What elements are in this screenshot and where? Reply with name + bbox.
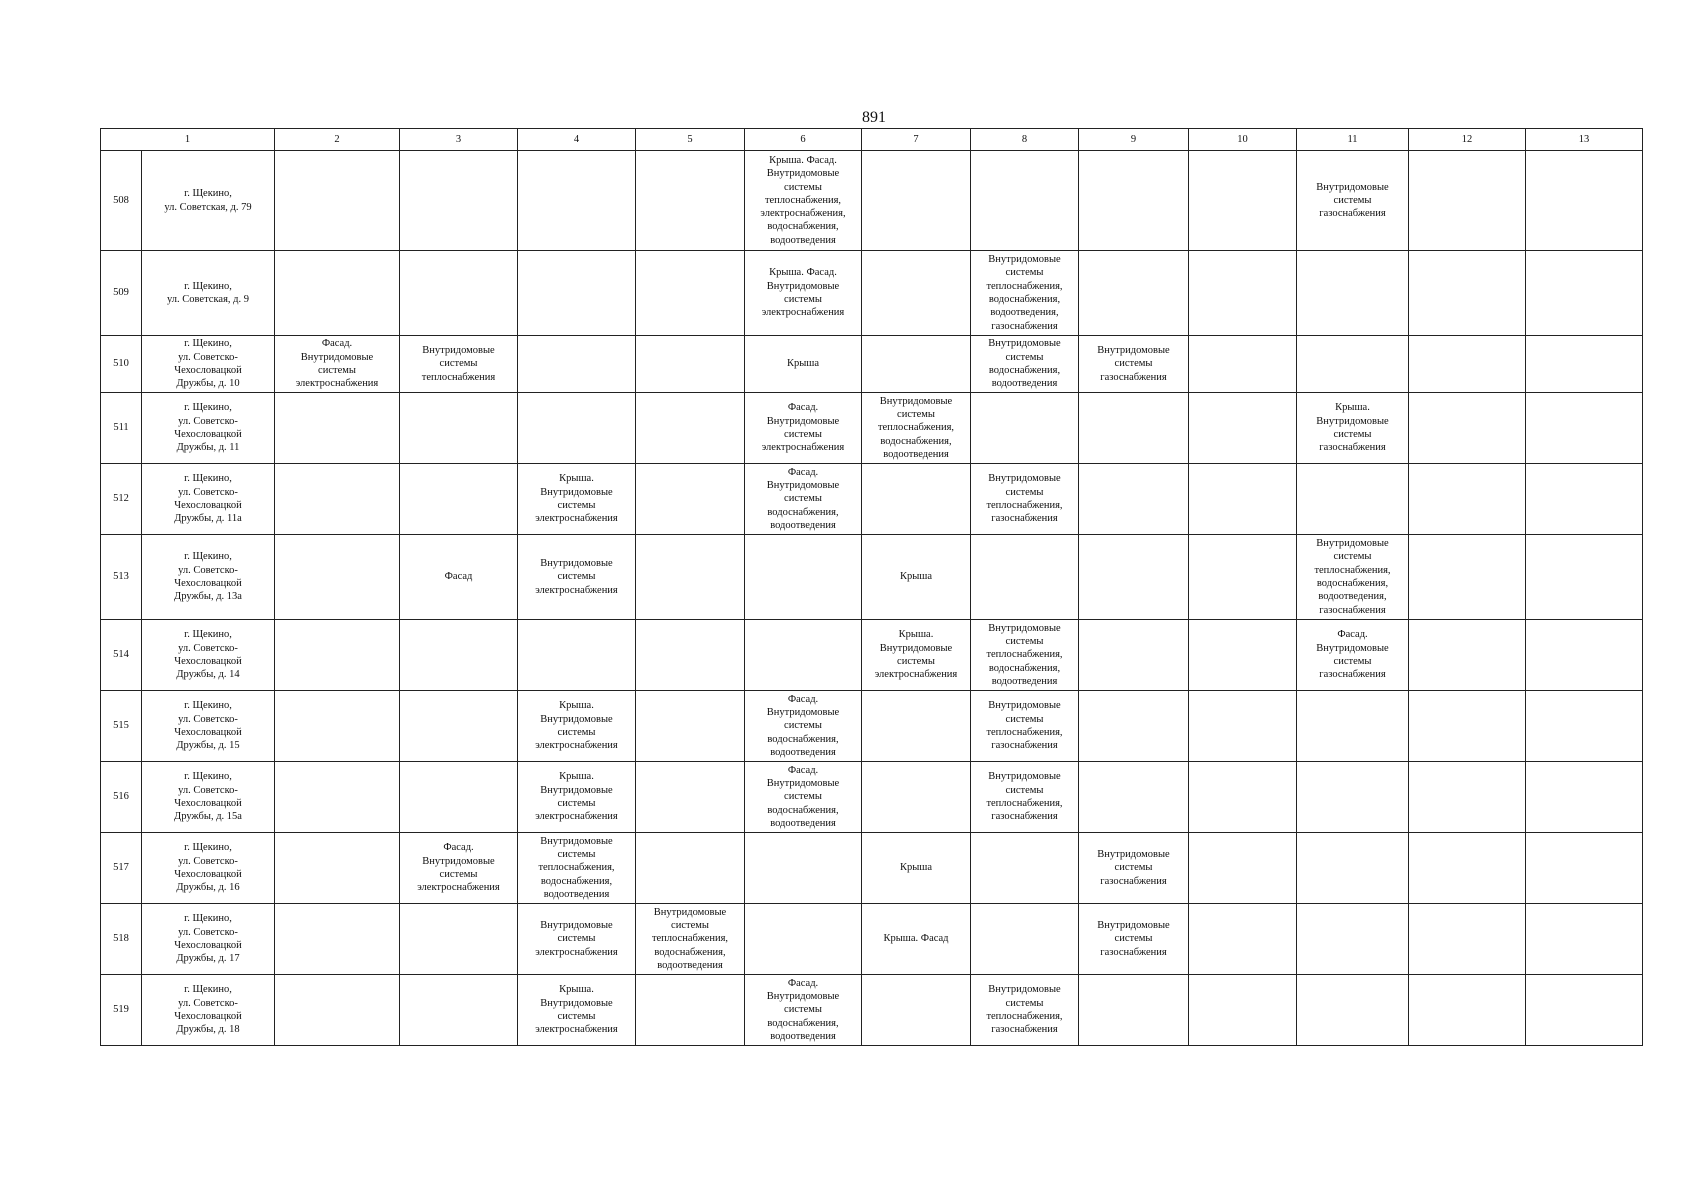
- work-cell-col-12: [1409, 535, 1526, 620]
- row-number-cell: 516: [101, 762, 142, 833]
- table-row: [101, 251, 1643, 336]
- work-cell-col-8: Внутридомовые системы теплоснабжения, газоснабжения: [971, 464, 1079, 535]
- work-cell-col-7: Внутридомовые системы теплоснабжения, водоснабжения, водоотведения: [862, 393, 971, 464]
- work-cell-col-2: [275, 393, 400, 464]
- work-cell-col-10: [1189, 393, 1297, 464]
- work-cell-col-2: [275, 464, 400, 535]
- address-cell: г. Щекино, ул. Советская, д. 9: [142, 251, 275, 336]
- work-cell-col-7: Крыша. Внутридомовые системы электроснабжения: [862, 620, 971, 691]
- work-cell-col-5: Внутридомовые системы теплоснабжения, водоснабжения, водоотведения: [636, 904, 745, 975]
- work-cell-col-13: [1526, 151, 1643, 251]
- work-cell-col-5: [636, 464, 745, 535]
- column-header: 12: [1409, 129, 1526, 151]
- work-cell-col-4: Крыша. Внутридомовые системы электроснабжения: [518, 975, 636, 1046]
- work-cell-col-5: [636, 691, 745, 762]
- work-cell-col-8: [971, 535, 1079, 620]
- work-cell-col-7: Крыша: [862, 833, 971, 904]
- work-cell-col-11: [1297, 691, 1409, 762]
- table-row: [101, 904, 1643, 975]
- work-cell-col-13: [1526, 904, 1643, 975]
- work-cell-col-4: [518, 151, 636, 251]
- row-number-cell: 508: [101, 151, 142, 251]
- work-cell-col-3: [400, 904, 518, 975]
- work-cell-col-9: [1079, 393, 1189, 464]
- work-cell-col-5: [636, 393, 745, 464]
- work-cell-col-3: [400, 691, 518, 762]
- column-header: 6: [745, 129, 862, 151]
- work-cell-col-11: Крыша. Внутридомовые системы газоснабжения: [1297, 393, 1409, 464]
- work-cell-col-4: Крыша. Внутридомовые системы электроснабжения: [518, 762, 636, 833]
- work-cell-col-9: [1079, 620, 1189, 691]
- address-cell: г. Щекино, ул. Советско- Чехословацкой Дружбы, д. 11а: [142, 464, 275, 535]
- work-cell-col-7: [862, 975, 971, 1046]
- address-cell: г. Щекино, ул. Советско- Чехословацкой Дружбы, д. 16: [142, 833, 275, 904]
- work-cell-col-5: [636, 762, 745, 833]
- work-cell-col-13: [1526, 833, 1643, 904]
- work-cell-col-5: [636, 620, 745, 691]
- table-row: [101, 151, 1643, 251]
- work-cell-col-11: [1297, 464, 1409, 535]
- work-cell-col-9: [1079, 762, 1189, 833]
- work-cell-col-10: [1189, 620, 1297, 691]
- work-cell-col-13: [1526, 535, 1643, 620]
- column-number-header-row: [101, 129, 1643, 151]
- table-row: [101, 535, 1643, 620]
- work-cell-col-11: [1297, 833, 1409, 904]
- work-cell-col-2: [275, 904, 400, 975]
- work-cell-col-7: Крыша. Фасад: [862, 904, 971, 975]
- work-cell-col-4: Крыша. Внутридомовые системы электроснабжения: [518, 691, 636, 762]
- repair-schedule-table: [100, 128, 1643, 1046]
- work-cell-col-3: Внутридомовые системы теплоснабжения: [400, 336, 518, 393]
- address-cell: г. Щекино, ул. Советско- Чехословацкой Дружбы, д. 11: [142, 393, 275, 464]
- work-cell-col-7: Крыша: [862, 535, 971, 620]
- address-cell: г. Щекино, ул. Советско- Чехословацкой Дружбы, д. 10: [142, 336, 275, 393]
- work-cell-col-8: Внутридомовые системы теплоснабжения, газоснабжения: [971, 762, 1079, 833]
- work-cell-col-2: [275, 620, 400, 691]
- work-cell-col-10: [1189, 691, 1297, 762]
- work-cell-col-10: [1189, 535, 1297, 620]
- work-cell-col-4: Внутридомовые системы теплоснабжения, водоснабжения, водоотведения: [518, 833, 636, 904]
- row-number-cell: 513: [101, 535, 142, 620]
- row-number-cell: 511: [101, 393, 142, 464]
- work-cell-col-7: [862, 336, 971, 393]
- work-cell-col-5: [636, 975, 745, 1046]
- work-cell-col-8: [971, 393, 1079, 464]
- column-header: 10: [1189, 129, 1297, 151]
- work-cell-col-7: [862, 464, 971, 535]
- work-cell-col-12: [1409, 691, 1526, 762]
- work-cell-col-13: [1526, 691, 1643, 762]
- work-cell-col-8: Внутридомовые системы теплоснабжения, газоснабжения: [971, 691, 1079, 762]
- work-cell-col-6: [745, 535, 862, 620]
- table-row: [101, 393, 1643, 464]
- work-cell-col-7: [862, 251, 971, 336]
- table-row: [101, 336, 1643, 393]
- table-body: [101, 151, 1643, 1046]
- work-cell-col-6: Фасад. Внутридомовые системы электроснабжения: [745, 393, 862, 464]
- work-cell-col-6: [745, 833, 862, 904]
- work-cell-col-12: [1409, 464, 1526, 535]
- column-header: 11: [1297, 129, 1409, 151]
- work-cell-col-9: [1079, 151, 1189, 251]
- work-cell-col-2: [275, 762, 400, 833]
- work-cell-col-10: [1189, 975, 1297, 1046]
- column-header: 13: [1526, 129, 1643, 151]
- work-cell-col-9: [1079, 251, 1189, 336]
- work-cell-col-12: [1409, 762, 1526, 833]
- work-cell-col-9: Внутридомовые системы газоснабжения: [1079, 904, 1189, 975]
- column-header: 7: [862, 129, 971, 151]
- work-cell-col-13: [1526, 620, 1643, 691]
- work-cell-col-10: [1189, 464, 1297, 535]
- work-cell-col-12: [1409, 620, 1526, 691]
- work-cell-col-5: [636, 336, 745, 393]
- work-cell-col-2: Фасад. Внутридомовые системы электроснабжения: [275, 336, 400, 393]
- work-cell-col-3: [400, 151, 518, 251]
- work-cell-col-10: [1189, 833, 1297, 904]
- work-cell-col-5: [636, 151, 745, 251]
- work-cell-col-9: [1079, 535, 1189, 620]
- work-cell-col-4: Внутридомовые системы электроснабжения: [518, 904, 636, 975]
- work-cell-col-5: [636, 833, 745, 904]
- row-number-cell: 514: [101, 620, 142, 691]
- address-cell: г. Щекино, ул. Советско- Чехословацкой Дружбы, д. 17: [142, 904, 275, 975]
- work-cell-col-11: Внутридомовые системы теплоснабжения, водоснабжения, водоотведения, газоснабжения: [1297, 535, 1409, 620]
- table-row: [101, 762, 1643, 833]
- work-cell-col-4: [518, 336, 636, 393]
- work-cell-col-9: [1079, 464, 1189, 535]
- row-number-cell: 519: [101, 975, 142, 1046]
- work-cell-col-12: [1409, 251, 1526, 336]
- work-cell-col-8: Внутридомовые системы водоснабжения, водоотведения: [971, 336, 1079, 393]
- address-cell: г. Щекино, ул. Советско- Чехословацкой Дружбы, д. 15: [142, 691, 275, 762]
- work-cell-col-6: Фасад. Внутридомовые системы водоснабжения, водоотведения: [745, 691, 862, 762]
- row-number-cell: 509: [101, 251, 142, 336]
- work-cell-col-11: [1297, 251, 1409, 336]
- work-cell-col-12: [1409, 833, 1526, 904]
- work-cell-col-7: [862, 151, 971, 251]
- work-cell-col-12: [1409, 904, 1526, 975]
- work-cell-col-10: [1189, 151, 1297, 251]
- work-cell-col-4: Внутридомовые системы электроснабжения: [518, 535, 636, 620]
- address-cell: г. Щекино, ул. Советско- Чехословацкой Дружбы, д. 14: [142, 620, 275, 691]
- table-row: [101, 691, 1643, 762]
- work-cell-col-2: [275, 151, 400, 251]
- work-cell-col-13: [1526, 762, 1643, 833]
- work-cell-col-8: Внутридомовые системы теплоснабжения, водоснабжения, водоотведения: [971, 620, 1079, 691]
- row-number-cell: 512: [101, 464, 142, 535]
- address-cell: г. Щекино, ул. Советско- Чехословацкой Дружбы, д. 18: [142, 975, 275, 1046]
- table-row: [101, 833, 1643, 904]
- row-number-cell: 517: [101, 833, 142, 904]
- work-cell-col-6: Фасад. Внутридомовые системы водоснабжения, водоотведения: [745, 464, 862, 535]
- row-number-cell: 518: [101, 904, 142, 975]
- column-header: 4: [518, 129, 636, 151]
- column-header: 1: [101, 129, 275, 151]
- work-cell-col-3: [400, 464, 518, 535]
- work-cell-col-3: [400, 393, 518, 464]
- work-cell-col-2: [275, 251, 400, 336]
- work-cell-col-9: [1079, 975, 1189, 1046]
- address-cell: г. Щекино, ул. Советско- Чехословацкой Дружбы, д. 13а: [142, 535, 275, 620]
- work-cell-col-6: Крыша: [745, 336, 862, 393]
- work-cell-col-11: Фасад. Внутридомовые системы газоснабжения: [1297, 620, 1409, 691]
- work-cell-col-13: [1526, 336, 1643, 393]
- work-cell-col-3: [400, 762, 518, 833]
- work-cell-col-12: [1409, 336, 1526, 393]
- work-cell-col-4: [518, 393, 636, 464]
- work-cell-col-2: [275, 535, 400, 620]
- work-cell-col-4: [518, 620, 636, 691]
- work-cell-col-3: Фасад. Внутридомовые системы электроснабжения: [400, 833, 518, 904]
- work-cell-col-13: [1526, 975, 1643, 1046]
- work-cell-col-10: [1189, 904, 1297, 975]
- work-cell-col-9: Внутридомовые системы газоснабжения: [1079, 336, 1189, 393]
- work-cell-col-9: Внутридомовые системы газоснабжения: [1079, 833, 1189, 904]
- work-cell-col-3: Фасад: [400, 535, 518, 620]
- work-cell-col-4: [518, 251, 636, 336]
- table-row: [101, 620, 1643, 691]
- work-cell-col-5: [636, 251, 745, 336]
- work-cell-col-11: [1297, 762, 1409, 833]
- work-cell-col-8: Внутридомовые системы теплоснабжения, газоснабжения: [971, 975, 1079, 1046]
- work-cell-col-6: Крыша. Фасад. Внутридомовые системы электроснабжения: [745, 251, 862, 336]
- work-cell-col-6: Фасад. Внутридомовые системы водоснабжения, водоотведения: [745, 975, 862, 1046]
- column-header: 2: [275, 129, 400, 151]
- work-cell-col-8: Внутридомовые системы теплоснабжения, водоснабжения, водоотведения, газоснабжения: [971, 251, 1079, 336]
- work-cell-col-3: [400, 975, 518, 1046]
- row-number-cell: 515: [101, 691, 142, 762]
- work-cell-col-4: Крыша. Внутридомовые системы электроснабжения: [518, 464, 636, 535]
- work-cell-col-2: [275, 833, 400, 904]
- table-row: [101, 975, 1643, 1046]
- work-cell-col-8: [971, 151, 1079, 251]
- work-cell-col-3: [400, 251, 518, 336]
- work-cell-col-6: Фасад. Внутридомовые системы водоснабжения, водоотведения: [745, 762, 862, 833]
- work-cell-col-3: [400, 620, 518, 691]
- work-cell-col-12: [1409, 393, 1526, 464]
- work-cell-col-9: [1079, 691, 1189, 762]
- work-cell-col-13: [1526, 393, 1643, 464]
- work-cell-col-6: [745, 904, 862, 975]
- work-cell-col-10: [1189, 336, 1297, 393]
- work-cell-col-11: [1297, 336, 1409, 393]
- work-cell-col-6: [745, 620, 862, 691]
- column-header: 8: [971, 129, 1079, 151]
- column-header: 5: [636, 129, 745, 151]
- work-cell-col-11: Внутридомовые системы газоснабжения: [1297, 151, 1409, 251]
- work-cell-col-7: [862, 691, 971, 762]
- address-cell: г. Щекино, ул. Советская, д. 79: [142, 151, 275, 251]
- table-row: [101, 464, 1643, 535]
- row-number-cell: 510: [101, 336, 142, 393]
- address-cell: г. Щекино, ул. Советско- Чехословацкой Дружбы, д. 15а: [142, 762, 275, 833]
- work-cell-col-13: [1526, 464, 1643, 535]
- work-cell-col-5: [636, 535, 745, 620]
- work-cell-col-6: Крыша. Фасад. Внутридомовые системы теплоснабжения, электроснабжения, водоснабжения, водоотведения: [745, 151, 862, 251]
- work-cell-col-10: [1189, 762, 1297, 833]
- work-cell-col-12: [1409, 975, 1526, 1046]
- work-cell-col-11: [1297, 904, 1409, 975]
- work-cell-col-10: [1189, 251, 1297, 336]
- work-cell-col-11: [1297, 975, 1409, 1046]
- work-cell-col-12: [1409, 151, 1526, 251]
- work-cell-col-2: [275, 975, 400, 1046]
- page-number: 891: [862, 109, 886, 126]
- work-cell-col-8: [971, 833, 1079, 904]
- work-cell-col-8: [971, 904, 1079, 975]
- work-cell-col-7: [862, 762, 971, 833]
- column-header: 3: [400, 129, 518, 151]
- column-header: 9: [1079, 129, 1189, 151]
- work-cell-col-13: [1526, 251, 1643, 336]
- work-cell-col-2: [275, 691, 400, 762]
